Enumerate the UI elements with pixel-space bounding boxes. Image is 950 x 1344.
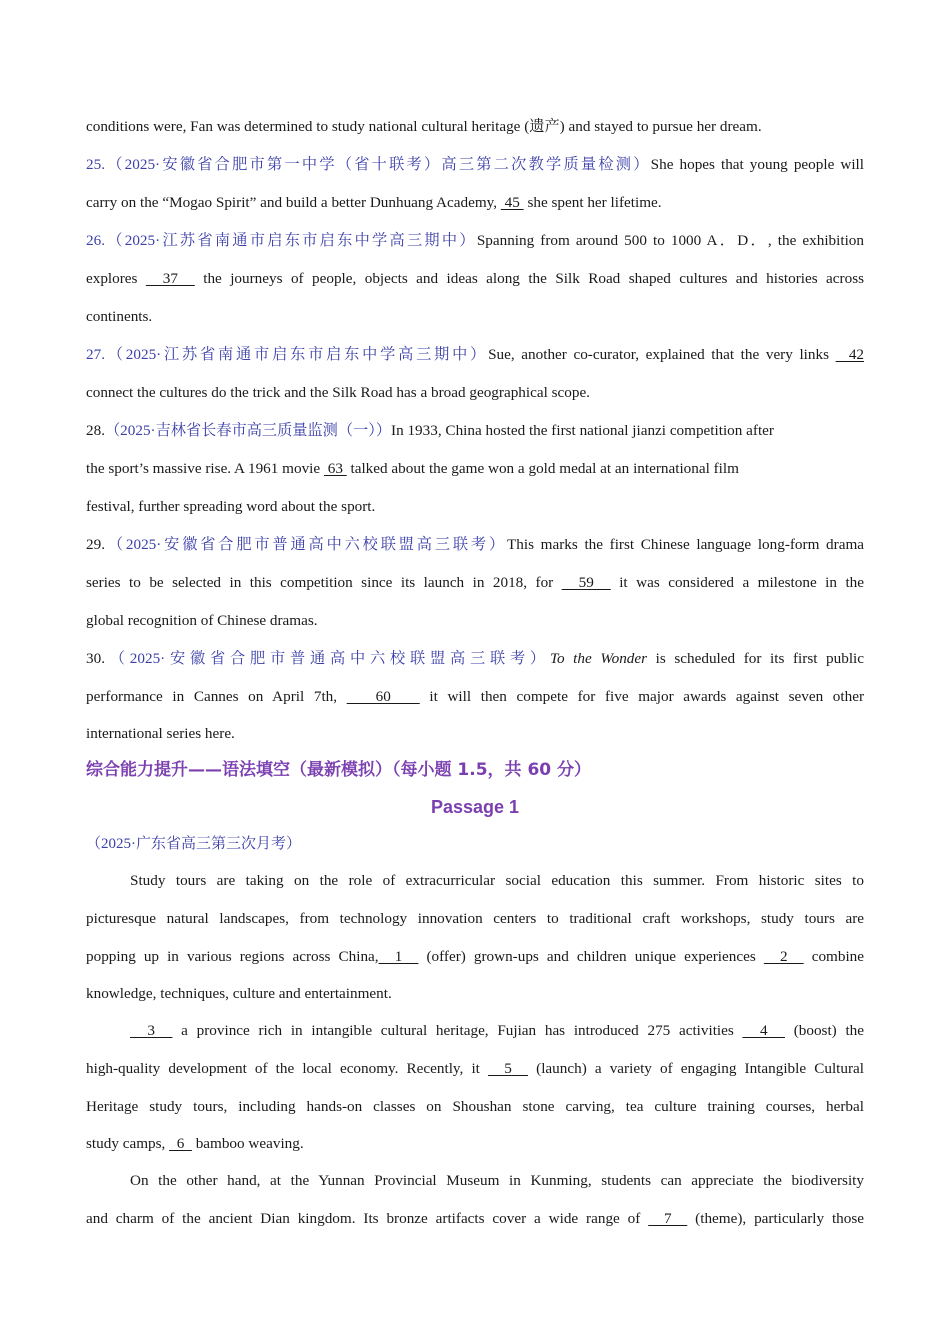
q30-line2: performance in Cannes on April 7th, 60 it will then compete for five major awards against seven other — [86, 688, 864, 705]
question-number: 28. — [86, 422, 105, 439]
p2-line1: 3 a province rich in intangible cultural heritage, Fujian has introduced 275 activities 4 (boost) the — [130, 1022, 864, 1039]
answer-blank: 2 — [763, 948, 804, 965]
section-title: 综合能力提升——语法填空（最新模拟）（每小题 1.5，共 60 分） — [86, 760, 592, 780]
question-source: （2025·安徽省合肥市第一中学（省十联考）高三第二次教学质量检测） — [104, 156, 651, 173]
answer-blank: 60 — [346, 688, 420, 705]
q28-line1: 28.（2025·吉林省长春市高三质量监测（一））In 1933, China hosted the first national jianzi competition after — [86, 422, 774, 439]
q29-line1: 29.（2025·安徽省合肥市普通高中六校联盟高三联考）This marks the first Chinese language long-form drama — [86, 536, 864, 553]
answer-blank: 4 — [742, 1022, 785, 1039]
q30-line1: 30.（2025·安徽省合肥市普通高中六校联盟高三联考）To the Wonder is scheduled for its first public — [86, 650, 864, 667]
answer-blank: 3 — [130, 1022, 173, 1039]
question-source: （2025·安徽省合肥市普通高中六校联盟高三联考） — [104, 536, 508, 553]
q30-line3: international series here. — [86, 725, 235, 742]
answer-blank: 1 — [378, 948, 419, 965]
question-source: （2025·吉林省长春市高三质量监测（一）） — [104, 422, 392, 439]
q29-line2: series to be selected in this competition since its launch in 2018, for 59 it was considered a milestone in the — [86, 574, 864, 591]
p3-line2: and charm of the ancient Dian kingdom. Its bronze artifacts cover a wide range of 7 (theme), particularly those — [86, 1210, 864, 1227]
p2-line3: Heritage study tours, including hands-on classes on Shoushan stone carving, tea culture training courses, herbal — [86, 1098, 864, 1115]
passage-title: Passage 1 — [430, 797, 520, 817]
answer-blank: 59 — [561, 574, 611, 591]
q26-line3: continents. — [86, 308, 153, 325]
q27-line2: connect the cultures do the trick and the Silk Road has a broad geographical scope. — [86, 384, 590, 401]
answer-blank: 5 — [488, 1060, 529, 1077]
p2-line4: study camps, 6 bamboo weaving. — [86, 1135, 304, 1152]
q24-tail: conditions were, Fan was determined to study national cultural heritage (遗产) and stayed to pursue her dream. — [86, 118, 762, 135]
answer-blank: 7 — [648, 1210, 688, 1227]
question-number: 27. — [86, 346, 105, 363]
series-title: To the Wonder — [549, 650, 648, 667]
question-number: 25. — [86, 156, 105, 173]
document-page — [86, 108, 864, 1238]
q25-line1: 25.（2025·安徽省合肥市第一中学（省十联考）高三第二次教学质量检测）She hopes that young people will — [86, 156, 864, 173]
p3-line1: On the other hand, at the Yunnan Provincial Museum in Kunming, students can appreciate the biodiversity — [130, 1172, 864, 1189]
p1-line1: Study tours are taking on the role of extracurricular social education this summer. From historic sites to — [130, 872, 864, 889]
passage-source: （2025·广东省高三第三次月考） — [86, 836, 301, 852]
q28-line2: the sport’s massive rise. A 1961 movie 63 talked about the game won a gold medal at an international film — [86, 460, 739, 477]
q29-line3: global recognition of Chinese dramas. — [86, 612, 318, 629]
p2-line2: high-quality development of the local economy. Recently, it 5 (launch) a variety of engaging Intangible Cultural — [86, 1060, 864, 1077]
question-source: （2025·江苏省南通市启东市启东中学高三期中） — [104, 232, 477, 249]
question-source: （2025·安徽省合肥市普通高中六校联盟高三联考） — [104, 650, 550, 667]
question-number: 26. — [86, 232, 105, 249]
p1-line3: popping up in various regions across China, 1 (offer) grown-ups and children unique experiences 2 combine — [86, 948, 864, 965]
q26-line2: explores 37 the journeys of people, objects and ideas along the Silk Road shaped cultures and histories across — [86, 270, 864, 287]
q25-line2: carry on the “Mogao Spirit” and build a better Dunhuang Academy, 45 she spent her lifetime. — [86, 194, 662, 211]
question-source: （2025·江苏省南通市启东市启东中学高三期中） — [104, 346, 489, 363]
p1-line2: picturesque natural landscapes, from technology innovation centers to traditional craft workshops, study tours are — [86, 910, 864, 927]
p1-line4: knowledge, techniques, culture and entertainment. — [86, 985, 392, 1002]
q27-line1: 27.（2025·江苏省南通市启东市启东中学高三期中）Sue, another co-curator, explained that the very links 42 — [86, 346, 864, 363]
answer-blank: 45 — [500, 194, 524, 211]
question-number: 30. — [86, 650, 105, 667]
answer-blank: 37 — [145, 270, 195, 287]
answer-blank: 63 — [323, 460, 347, 477]
q28-line3: festival, further spreading word about the sport. — [86, 498, 376, 515]
q26-line1: 26.（2025·江苏省南通市启东市启东中学高三期中）Spanning from around 500 to 1000 A．D．, the exhibition — [86, 232, 864, 249]
question-number: 29. — [86, 536, 105, 553]
answer-blank: 6 — [169, 1135, 192, 1152]
answer-blank: 42 — [835, 346, 864, 363]
